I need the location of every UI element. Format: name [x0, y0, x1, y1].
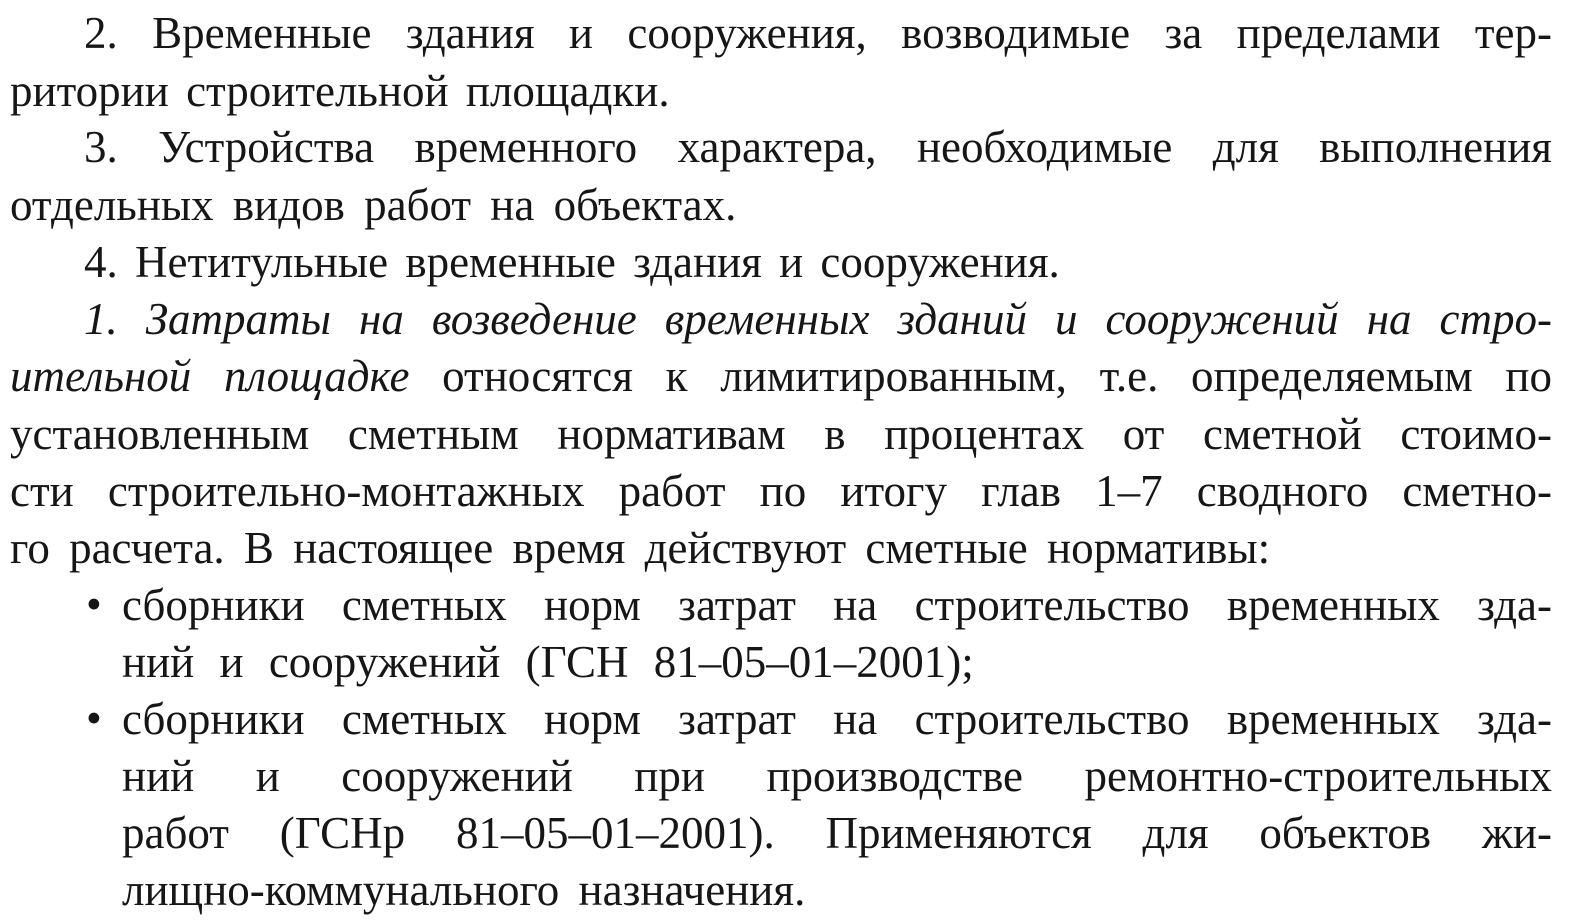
paragraph-1-line-5: го расчета. В настоящее время действуют сметные нормативы: — [10, 523, 1271, 573]
bullet-2-marker: • — [86, 693, 102, 743]
paragraph-2-line-1: 2. Временные здания и сооружения, возводимые за пределами тер- — [84, 8, 1552, 58]
paragraph-1-line-4: сти строительно-монтажных работ по итогу глав 1–7 сводного сметно- — [10, 466, 1552, 516]
bullet-1-marker: • — [86, 579, 102, 629]
paragraph-1-line-1: 1. Затраты на возведение временных зданий и сооружений на стро- — [84, 294, 1552, 344]
bullet-2-line-2: ний и сооружений при производстве ремонтно-строительных — [122, 751, 1552, 801]
paragraph-1-line-2-rest: относятся к лимитированным, т.е. определяемым по — [409, 351, 1552, 401]
paragraph-3-line-2: отдельных видов работ на объектах. — [10, 180, 737, 230]
paragraph-1-emphasis: ительной площадке — [10, 351, 410, 401]
paragraph-3-line-1: 3. Устройства временного характера, необходимые для выполнения — [84, 122, 1552, 172]
paragraph-2-line-2: ритории строительной площадки. — [10, 66, 670, 116]
bullet-1-line-1: сборники сметных норм затрат на строительство временных зда- — [122, 580, 1552, 630]
paragraph-4-line-1: 4. Нетитульные временные здания и сооружения. — [84, 237, 1060, 287]
bullet-2-line-4: лищно-коммунального назначения. — [122, 865, 806, 915]
paragraph-1-line-3: установленным сметным нормативам в процентах от сметной стоимо- — [10, 409, 1552, 459]
bullet-1-line-2: ний и сооружений (ГСН 81–05–01–2001); — [122, 637, 974, 687]
bullet-2-line-1: сборники сметных норм затрат на строительство временных зда- — [122, 694, 1552, 744]
paragraph-1-line-2 — [10, 351, 1552, 401]
bullet-2-line-3: работ (ГСНр 81–05–01–2001). Применяются для объектов жи- — [122, 808, 1552, 858]
